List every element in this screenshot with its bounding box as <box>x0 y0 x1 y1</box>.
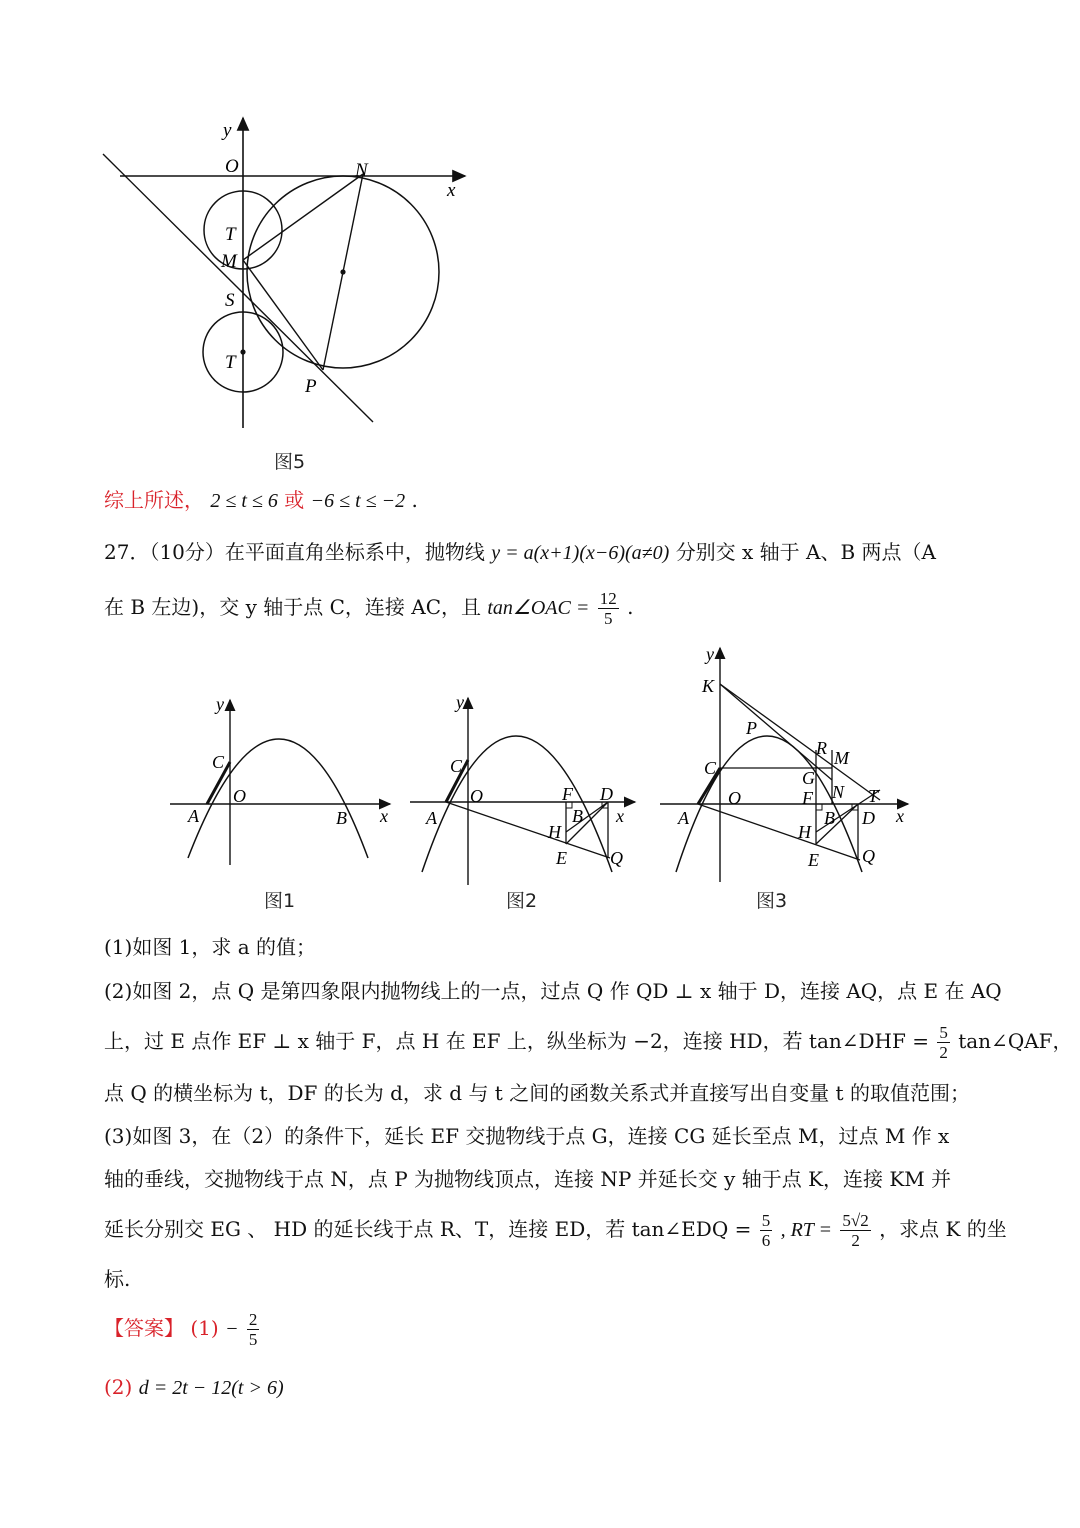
svg-text:A: A <box>188 806 199 826</box>
part-2-line-1: (2)如图 2，点 Q 是第四象限内抛物线上的一点，过点 Q 作 QD ⊥ x 轴于 D，连接 AQ，点 E 在 AQ <box>104 979 1002 1003</box>
q27-line-2-end: . <box>627 595 634 619</box>
svg-text:x: x <box>896 806 904 826</box>
q27-equation: y = a(x+1)(x−6)(a≠0) <box>491 542 670 564</box>
label-t-lower: T <box>225 352 236 373</box>
svg-text:y: y <box>216 694 224 714</box>
part-1: (1)如图 1，求 a 的值； <box>104 935 317 959</box>
figure-5-caption: 图5 <box>274 451 306 473</box>
svg-text:C: C <box>450 756 463 776</box>
answer-1-sign: − <box>225 1318 239 1340</box>
answer-1-fraction: $\frac{2}{5}$ <box>248 1310 258 1349</box>
label-s: S <box>225 290 235 311</box>
segment-aq-3 <box>698 804 860 860</box>
svg-text:E: E <box>556 848 567 868</box>
figure-5-diagram <box>95 110 495 440</box>
tangent-line <box>103 154 373 422</box>
figures-row <box>160 640 920 890</box>
answer-1-prefix: (1) <box>190 1316 219 1340</box>
segment-np <box>323 174 363 370</box>
part-3-fraction-1: $\frac{5}{6}$ <box>761 1211 771 1250</box>
part-3-fraction-2: $\frac{5√2}{2}$ <box>842 1211 869 1250</box>
q27-tan-fraction: $\frac{12}{5}$ <box>599 589 617 628</box>
figure-3-caption: 图3 <box>756 890 788 912</box>
svg-text:P: P <box>746 718 757 738</box>
figure-2 <box>410 692 635 885</box>
part-3-line-3-rest: ，求点 K 的坐 <box>879 1217 1007 1241</box>
q27-line-2 <box>104 584 984 631</box>
label-n: N <box>355 160 368 181</box>
label-m: M <box>221 251 237 272</box>
svg-text:A: A <box>678 808 689 828</box>
q27-intro-rest: 分别交 x 轴于 A、B 两点（A <box>675 540 936 564</box>
svg-text:O: O <box>233 786 246 806</box>
svg-text:D: D <box>600 784 613 804</box>
q27-line-2-text: 在 B 左边)，交 y 轴于点 C，连接 AC，且 <box>104 595 481 619</box>
svg-text:F: F <box>802 788 813 808</box>
answer-2-prefix: (2) <box>104 1375 133 1399</box>
segment-aq <box>446 802 610 858</box>
svg-text:A: A <box>426 808 437 828</box>
answer-2-expr: d = 2t − 12(t > 6) <box>138 1377 284 1399</box>
part-3-rt: , RT = <box>780 1219 833 1241</box>
svg-text:O: O <box>728 788 741 808</box>
part-2-line-2-text: 上，过 E 点作 EF ⊥ x 轴于 F，点 H 在 EF 上，纵坐标为 −2，连接 HD，若 tan∠DHF = <box>104 1029 929 1053</box>
label-p: P <box>305 376 317 397</box>
svg-text:K: K <box>702 676 715 696</box>
part-2-line-2 <box>104 1018 1073 1064</box>
segment-mn <box>243 174 363 260</box>
figures-1-3-diagram <box>160 640 920 890</box>
svg-text:G: G <box>802 768 815 788</box>
label-t-upper: T <box>225 224 236 245</box>
svg-text:N: N <box>832 782 845 802</box>
part-2-line-2-rest: tan∠QAF， <box>958 1029 1073 1053</box>
svg-text:H: H <box>798 822 811 842</box>
svg-text:F: F <box>562 784 573 804</box>
svg-text:D: D <box>862 808 875 828</box>
answer-line-2 <box>104 1372 984 1403</box>
figure-1 <box>170 694 390 865</box>
answer-tag: 【答案】 <box>104 1316 184 1340</box>
t-dot <box>240 349 245 354</box>
summary-range-1: 2 ≤ t ≤ 6 <box>210 490 278 512</box>
q27-intro: 27．（10分）在平面直角坐标系中，抛物线 <box>104 540 485 564</box>
svg-text:E: E <box>808 850 819 870</box>
part-3-line-4: 标. <box>104 1267 131 1291</box>
svg-text:H: H <box>548 822 561 842</box>
svg-text:Q: Q <box>862 846 875 866</box>
part-3-line-3 <box>104 1206 1007 1253</box>
svg-text:C: C <box>704 758 717 778</box>
svg-text:Q: Q <box>610 848 623 868</box>
segment-kn <box>720 684 832 780</box>
summary-or: 或 <box>284 488 305 512</box>
svg-text:R: R <box>816 738 827 758</box>
svg-text:T: T <box>868 786 879 806</box>
segment-km <box>720 684 880 800</box>
svg-text:x: x <box>616 806 624 826</box>
svg-text:O: O <box>470 786 483 806</box>
label-y: y <box>223 120 232 141</box>
summary-prefix: 综上所述， <box>104 488 204 512</box>
part-2-fraction: $\frac{5}{2}$ <box>939 1023 948 1062</box>
part-3-line-2: 轴的垂线，交抛物线于点 N，点 P 为抛物线顶点，连接 NP 并延长交 y 轴于点 K，连接 KM 并 <box>104 1167 952 1191</box>
svg-text:B: B <box>572 806 583 826</box>
summary-line <box>104 485 984 516</box>
svg-text:y: y <box>456 692 464 712</box>
part-2-line-3: 点 Q 的横坐标为 t，DF 的长为 d，求 d 与 t 之间的函数关系式并直接写出自变量 t 的取值范围； <box>104 1081 970 1105</box>
answer-line-1 <box>104 1305 984 1352</box>
summary-range-2: −6 ≤ t ≤ −2 <box>310 490 406 512</box>
figure-1-caption: 图1 <box>264 890 296 912</box>
q27-tan-expr: tan∠OAC = <box>487 597 590 619</box>
svg-text:x: x <box>380 806 388 826</box>
svg-text:B: B <box>336 808 347 828</box>
label-o: O <box>225 156 239 177</box>
figure-2-caption: 图2 <box>506 890 538 912</box>
svg-text:C: C <box>212 752 225 772</box>
svg-text:y: y <box>706 644 714 664</box>
figure-3 <box>660 644 908 882</box>
svg-text:M: M <box>834 748 849 768</box>
summary-end: . <box>411 488 418 512</box>
q27-line-1 <box>104 537 984 568</box>
svg-text:B: B <box>824 808 835 828</box>
figure-5 <box>95 110 495 440</box>
label-x: x <box>447 180 456 201</box>
part-3-line-1: (3)如图 3，在（2）的条件下，延长 EF 交抛物线于点 G，连接 CG 延长至点 M，过点 M 作 x <box>104 1124 950 1148</box>
part-3-line-3-text: 延长分别交 EG 、 HD 的延长线于点 R、T，连接 ED，若 tan∠EDQ = <box>104 1217 752 1241</box>
